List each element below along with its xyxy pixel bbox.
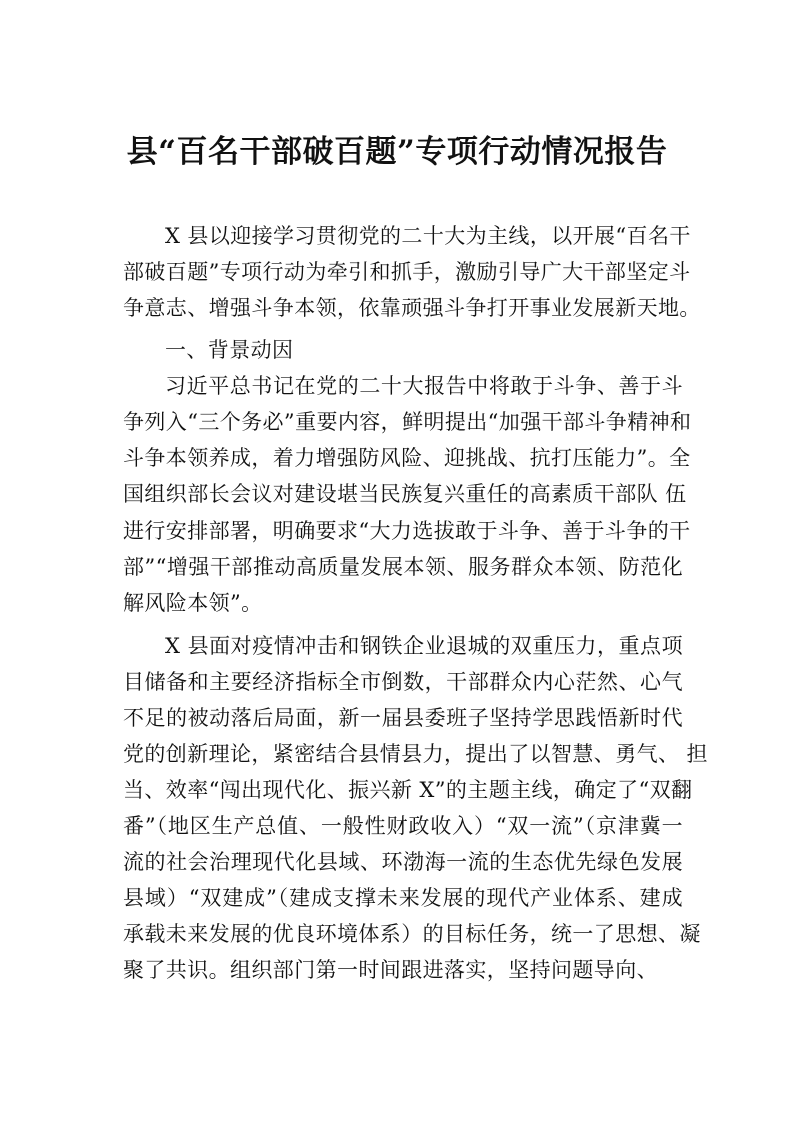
paragraph-line: 不足的被动落后局面，新一届县委班子坚持学思践悟新时代 (123, 706, 683, 730)
paragraph-line: 部”“增强干部推动高质量发展本领、服务群众本领、防范化 (123, 555, 683, 579)
paragraph-line: 当、效率“闯出现代化、振兴新 X”的主题主线，确定了“双翻 (123, 778, 693, 802)
page-title: 县“百名干部破百题”专项行动情况报告 (126, 134, 668, 170)
paragraph-line: 解风险本领”。 (123, 591, 263, 615)
paragraph-line: 番”（地区生产总值、一般性财政收入）“双一流”（京津冀一 (123, 814, 683, 838)
paragraph-line: 目储备和主要经济指标全市倒数，干部群众内心茫然、心气 (123, 670, 683, 694)
paragraph-line: 县域）“双建成”（建成支撑未来发展的现代产业体系、建成 (123, 886, 683, 910)
paragraph-line: 国组织部长会议对建设堪当民族复兴重任的高素质干部队 伍 (123, 482, 687, 506)
paragraph-line: 进行安排部署，明确要求“大力选拔敢于斗争、善于斗争的干 (123, 519, 691, 543)
paragraph-line: 流的社会治理现代化县域、环渤海一流的生态优先绿色发展 (123, 850, 683, 874)
paragraph-line: 争意志、增强斗争本领，依靠顽强斗争打开事业发展新天地。 (123, 296, 701, 320)
paragraph-line: 党的创新理论，紧密结合县情县力，提出了以智慧、勇气、 担 (123, 742, 708, 766)
paragraph-line: X 县以迎接学习贯彻党的二十大为主线，以开展“百名干 (165, 224, 691, 248)
section-heading: 一、背景动因 (165, 338, 294, 362)
paragraph-line: 斗争本领养成，着力增强防风险、迎挑战、抗打压能力”。全 (123, 446, 691, 470)
paragraph-line: 部破百题”专项行动为牵引和抓手，激励引导广大干部坚定斗 (123, 260, 691, 284)
paragraph-line: X 县面对疫情冲击和钢铁企业退城的双重压力，重点项 (165, 634, 683, 658)
paragraph-line: 习近平总书记在党的二十大报告中将敢于斗争、善于斗 (165, 374, 683, 398)
paragraph-line: 聚了共识。组织部门第一时间跟进落实，坚持问题导向、 (123, 958, 658, 982)
paragraph-line: 争列入“三个务必”重要内容，鲜明提出“加强干部斗争精神和 (123, 410, 692, 434)
paragraph-line: 承载未来发展的优良环境体系）的目标任务，统一了思想、凝 (123, 922, 701, 946)
